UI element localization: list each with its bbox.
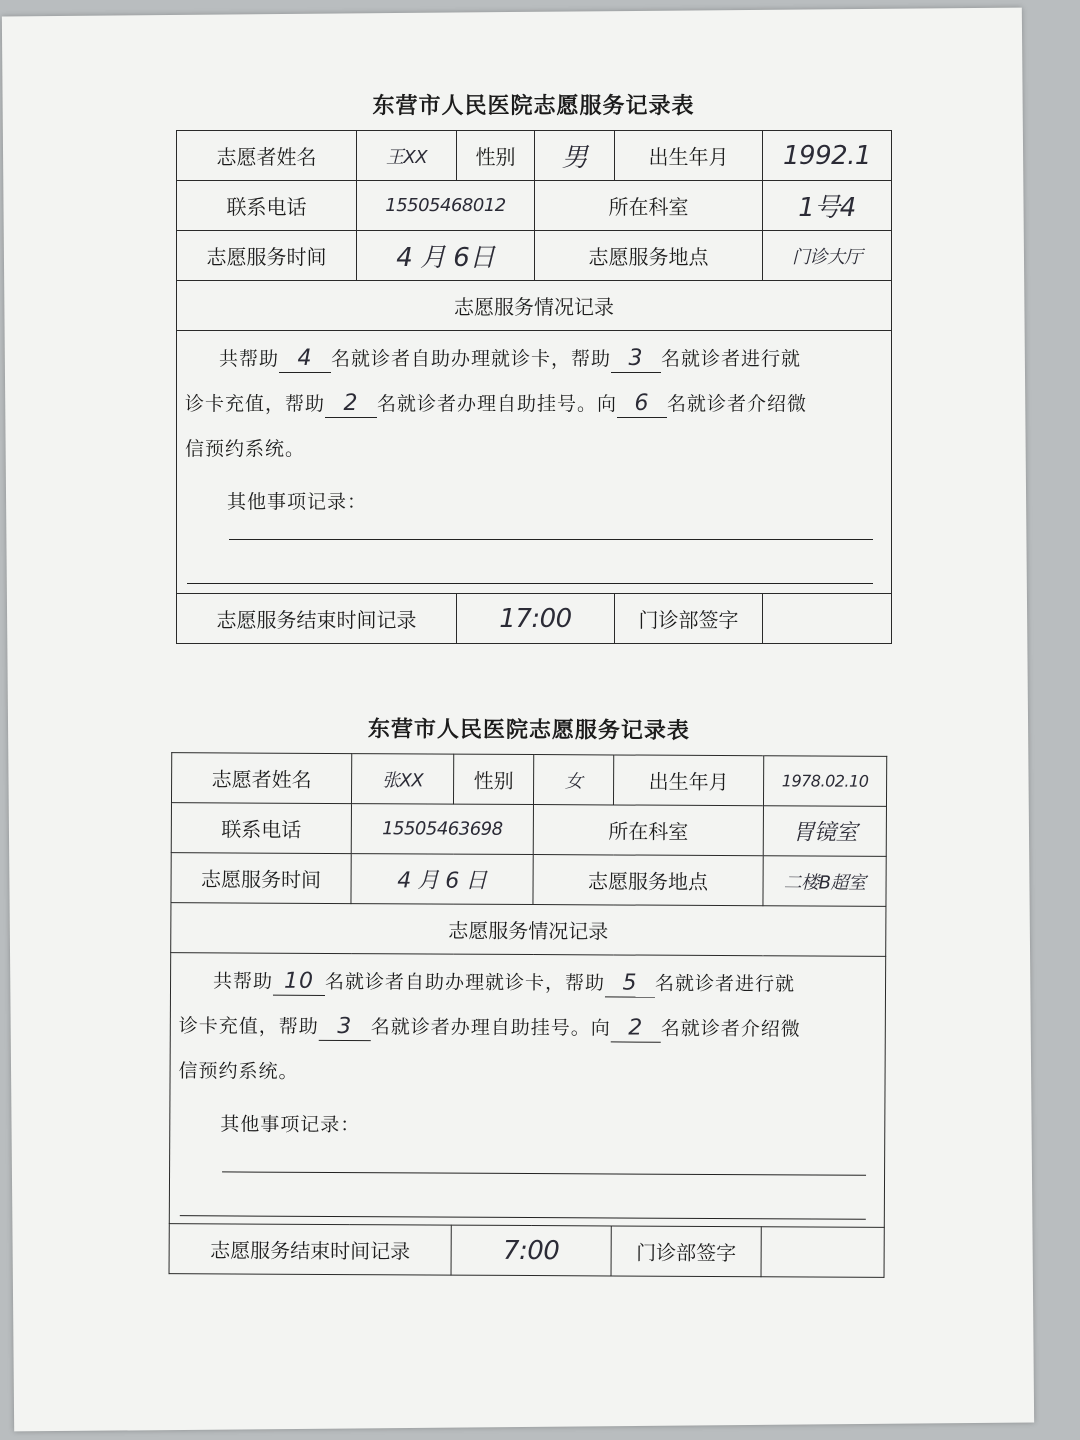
count-blank: 2	[611, 1015, 661, 1042]
record-body	[177, 331, 892, 594]
record-paragraph	[177, 331, 891, 382]
record-body	[169, 953, 885, 1228]
label-phone: 联系电话	[171, 803, 351, 854]
value-name: 王XX	[357, 131, 457, 181]
label-service-place: 志愿服务地点	[535, 231, 763, 281]
label-birth: 出生年月	[615, 131, 763, 181]
value-birth: 1992.1	[763, 131, 892, 181]
record-text: 共帮助	[219, 348, 280, 370]
value-phone: 15505463698	[351, 804, 533, 855]
count-blank: 4	[279, 346, 331, 373]
value-service-time: 4 月 6日	[357, 231, 535, 281]
record-text: 名就诊者介绍微	[660, 1017, 801, 1041]
label-service-place: 志愿服务地点	[533, 855, 763, 906]
value-service-place: 门诊大厅	[763, 231, 892, 281]
count-blank: 3	[611, 346, 661, 373]
label-service-time: 志愿服务时间	[171, 853, 351, 904]
signature-field[interactable]	[763, 594, 892, 644]
label-name: 志愿者姓名	[177, 131, 357, 181]
label-end-time: 志愿服务结束时间记录	[177, 594, 457, 644]
label-signature: 门诊部签字	[611, 1226, 761, 1277]
record-header: 志愿服务情况记录	[177, 281, 892, 331]
form-table	[176, 130, 892, 644]
record-text: 名就诊者办理自助挂号。向	[377, 393, 618, 415]
record-paragraph: 信预约系统。	[178, 1060, 299, 1083]
record-paragraph	[171, 1004, 885, 1053]
record-text: 名就诊者办理自助挂号。向	[370, 1016, 611, 1040]
value-gender: 女	[533, 755, 613, 805]
record-text: 名就诊者自助办理就诊卡，帮助	[325, 970, 606, 995]
form-title: 东营市人民医院志愿服务记录表	[367, 717, 690, 744]
label-service-time: 志愿服务时间	[177, 231, 357, 281]
value-service-time: 4 月 6 日	[351, 854, 533, 905]
label-dept: 所在科室	[533, 805, 763, 856]
writing-line	[180, 1215, 866, 1220]
record-text: 诊卡充值，帮助	[185, 393, 326, 415]
signature-field[interactable]	[761, 1227, 884, 1278]
value-phone: 15505468012	[357, 181, 535, 231]
writing-line	[222, 1171, 866, 1175]
record-text: 共帮助	[212, 970, 274, 993]
record-text: 名就诊者介绍微	[667, 393, 808, 415]
count-blank: 6	[617, 391, 667, 418]
record-text: 诊卡充值，帮助	[178, 1015, 319, 1038]
record-text: 名就诊者自助办理就诊卡，帮助	[331, 348, 612, 370]
other-matters-label: 其他事项记录：	[227, 491, 368, 513]
label-name: 志愿者姓名	[171, 753, 351, 804]
writing-line	[187, 583, 873, 584]
value-service-place: 二楼B超室	[763, 856, 886, 907]
record-paragraph: 信预约系统。	[185, 438, 306, 460]
service-record-form-2	[169, 706, 887, 1278]
label-birth: 出生年月	[613, 755, 763, 806]
label-dept: 所在科室	[535, 181, 763, 231]
label-end-time: 志愿服务结束时间记录	[169, 1224, 451, 1275]
form-table	[169, 752, 888, 1278]
value-end-time: 17:00	[457, 594, 615, 644]
record-text: 名就诊者进行就	[655, 972, 796, 996]
count-blank: 2	[325, 391, 377, 418]
value-dept: 1号4	[763, 181, 892, 231]
value-end-time: 7:00	[451, 1225, 611, 1276]
record-paragraph	[177, 382, 891, 427]
value-birth: 1978.02.10	[763, 756, 886, 807]
label-gender: 性别	[457, 131, 535, 181]
record-header: 志愿服务情况记录	[171, 903, 886, 957]
form-title: 东营市人民医院志愿服务记录表	[372, 94, 695, 119]
count-blank: 10	[273, 969, 325, 996]
other-matters-label: 其他事项记录：	[220, 1113, 361, 1137]
count-blank: 3	[319, 1014, 371, 1041]
label-phone: 联系电话	[177, 181, 357, 231]
label-signature: 门诊部签字	[615, 594, 763, 644]
service-record-form-1	[176, 84, 891, 644]
value-gender: 男	[535, 131, 615, 181]
count-blank: 5	[605, 970, 655, 997]
record-text: 名就诊者进行就	[661, 348, 802, 370]
record-paragraph	[171, 953, 885, 1008]
value-name: 张XX	[351, 754, 453, 805]
label-gender: 性别	[453, 754, 533, 804]
writing-line	[229, 539, 873, 540]
value-dept: 胃镜室	[763, 806, 886, 857]
